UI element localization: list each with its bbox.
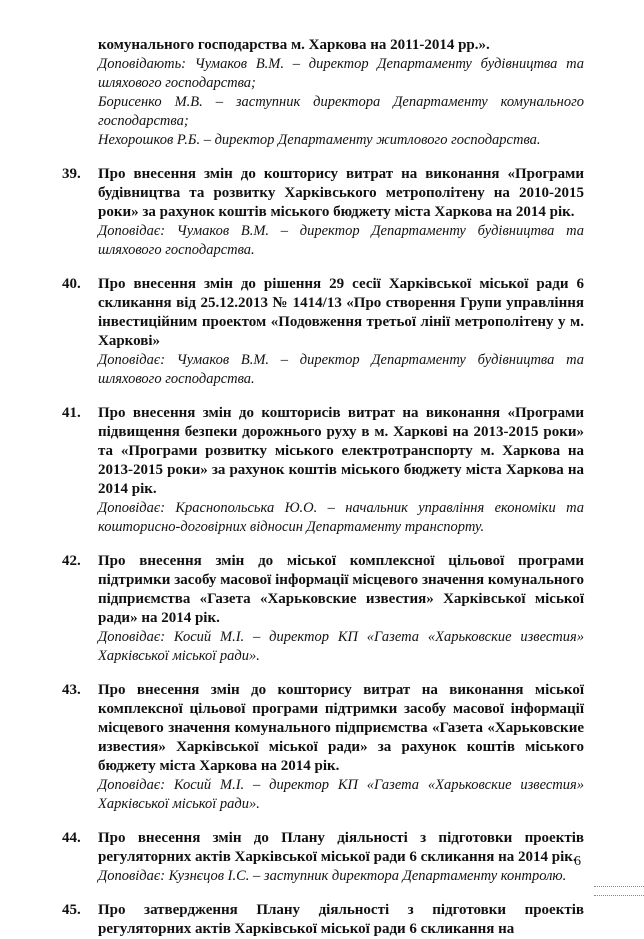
agenda-item [62,275,584,389]
agenda-item-reporter: Доповідає: Косий М.І. – директор КП «Газета «Харьковские известия» Харківської міської ради». [98,629,584,664]
agenda-item-number: 40. [62,276,81,292]
agenda-item-reporter: Доповідає: Косий М.І. – директор КП «Газета «Харьковские известия» Харківської міської ради». [98,777,584,812]
agenda-item-title: Про внесення змін до кошторису витрат на виконання міської комплексної цільової програми підтримки засобу масової інформації місцевого значення комунального підприємства «Газета «Харьковские известия» Харківської міської ради» за рахунок коштів міського бюджету міста Харкова на 2014 рік. [98,682,584,774]
agenda-item-title: Про внесення змін до міської комплексної цільової програми підтримки засобу масової інформації місцевого значення комунального підприємства «Газета «Харьковские известия» Харківської міської ради» на 2014 рік. [98,553,584,626]
agenda-item-number: 45. [62,902,81,918]
agenda-item-number: 43. [62,682,81,698]
agenda-item-reporter: Доповідає: Чумаков В.М. – директор Департаменту будівництва та шляхового господарства. [98,352,584,387]
agenda-item [62,165,584,260]
agenda-item-title: Про затвердження Плану діяльності з підготовки проектів регуляторних актів Харківської міської ради 6 скликання на [98,902,584,937]
continued-item-title: комунального господарства м. Харкова на 2011-2014 рр.». [98,37,490,53]
scan-edge-mark [594,886,644,896]
continued-reporter-line: Борисенко М.В. – заступник директора Департаменту комунального господарства; [98,94,584,129]
agenda-item-number: 39. [62,166,81,182]
page-number: 6 [574,854,581,869]
agenda-item [62,681,584,814]
agenda-item-number: 41. [62,405,81,421]
agenda-item-title: Про внесення змін до кошторису витрат на виконання «Програми будівництва та розвитку Харківського метрополітену на 2010-2015 роки» за рахунок коштів міського бюджету міста Харкова на 2014 рік. [98,166,584,220]
agenda-item-reporter: Доповідає: Чумаков В.М. – директор Департаменту будівництва та шляхового господарства. [98,223,584,258]
agenda-content [62,36,584,939]
agenda-item-number: 42. [62,553,81,569]
continued-reporter-line: Нехорошков Р.Б. – директор Департаменту житлового господарства. [98,132,541,148]
continued-reporter-line: Доповідають: Чумаков В.М. – директор Департаменту будівництва та шляхового господарства; [98,56,584,91]
agenda-item [62,552,584,666]
agenda-item-reporter: Доповідає: Кузнєцов І.С. – заступник директора Департаменту контролю. [98,868,567,884]
agenda-item-title: Про внесення змін до рішення 29 сесії Харківської міської ради 6 скликання від 25.12.2013 № 1414/13 «Про створення Групи управління інвестиційним проектом «Подовження третьої лінії метрополітену у м. Харкові» [98,276,584,349]
agenda-item-reporter: Доповідає: Краснопольська Ю.О. – начальник управління економіки та кошторисно-договірних відносин Департаменту транспорту. [98,500,584,535]
agenda-item-title: Про внесення змін до кошторисів витрат на виконання «Програми підвищення безпеки дорожнього руху в м. Харкові на 2013-2015 роки» та «Програми розвитку міського електротранспорту м. Харкова на 2013-2015 роки» за рахунок коштів міського бюджету міста Харкова на 2014 рік. [98,405,584,497]
agenda-item [62,829,584,886]
agenda-item-number: 44. [62,830,81,846]
agenda-item [62,404,584,537]
agenda-item-title: Про внесення змін до Плану діяльності з підготовки проектів регуляторних актів Харківської міської ради 6 скликання на 2014 рік. [98,830,584,865]
agenda-item [62,901,584,939]
